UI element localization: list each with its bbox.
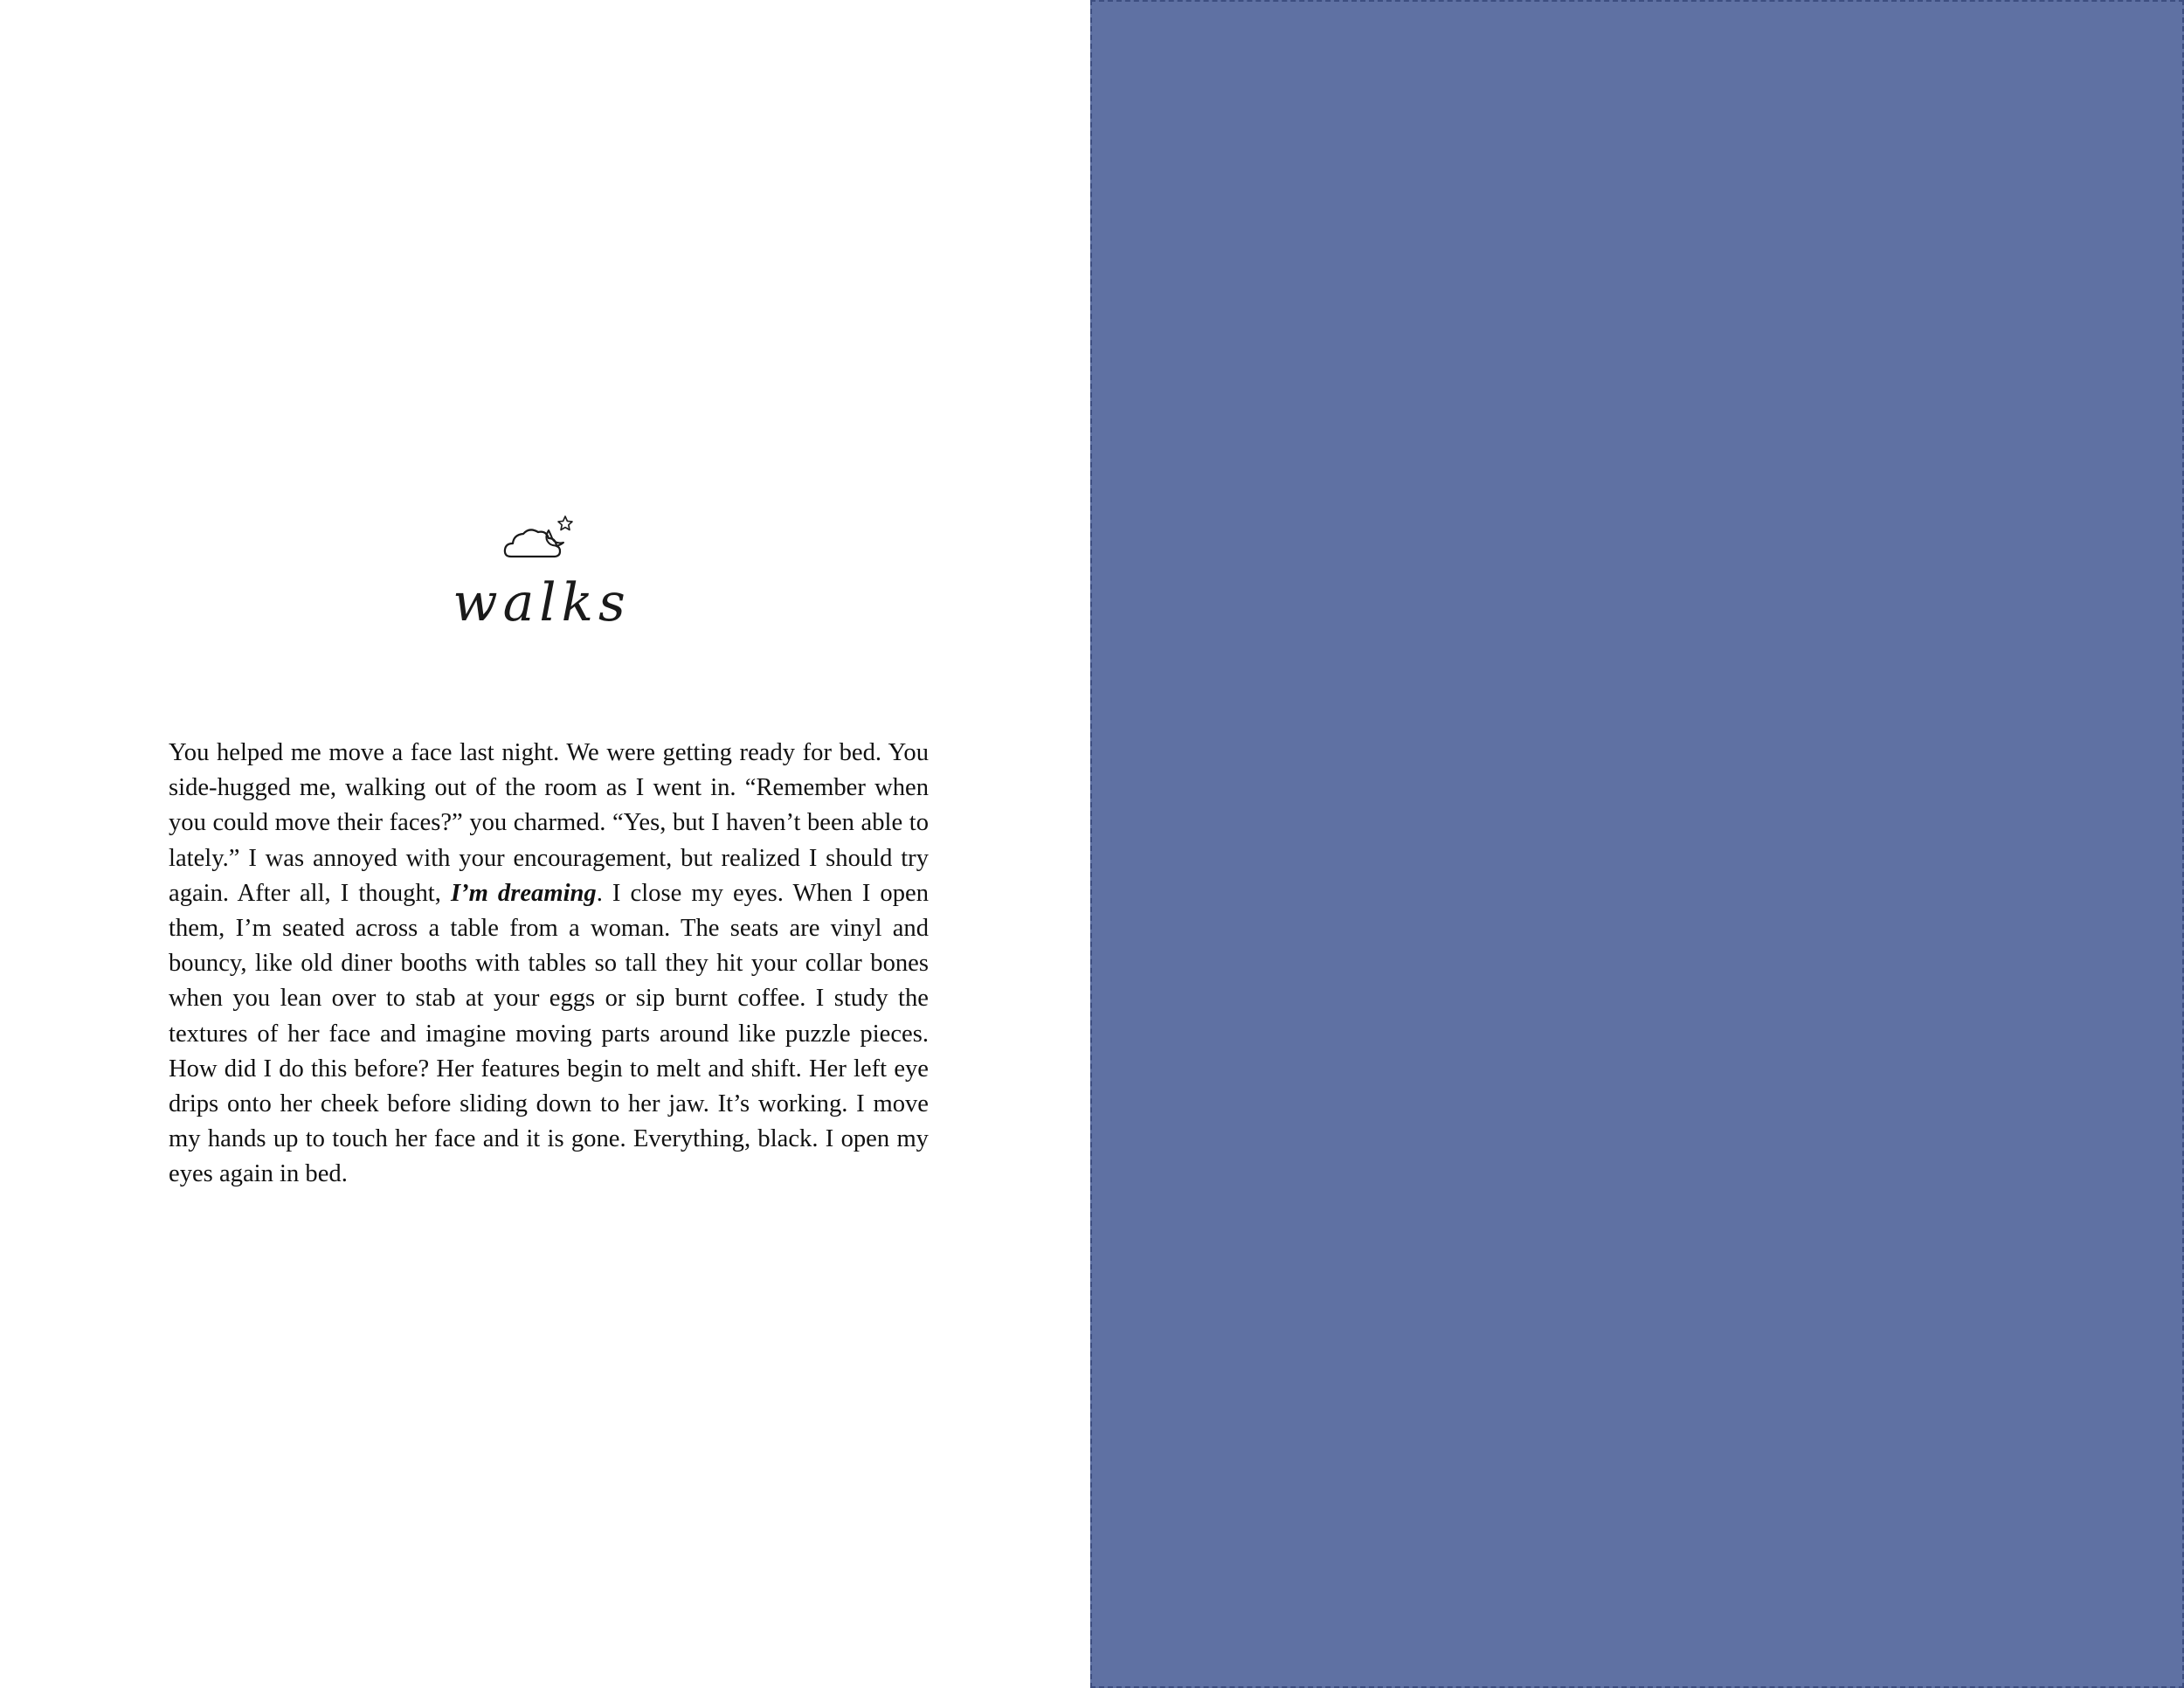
body-line: You helped me move a face last night. We were getting ready for bed. <box>169 739 882 766</box>
body-line: I should try again. After all, I thought, <box>169 844 930 907</box>
body-line-tail: . I close my eyes. <box>596 879 784 907</box>
body-line: You side-hugged me, walking out of the room as I went in. “Remember <box>169 739 929 802</box>
body-line: When I open them, I’m seated across a table from a woman. The seats <box>169 879 929 943</box>
body-line: been able to lately.” I was annoyed with your encouragement, but realized <box>169 809 929 872</box>
cloud-moon-star-icon <box>502 511 581 565</box>
body-line: are vinyl and bouncy, like old diner booths with tables so tall they hit <box>169 915 929 978</box>
frost-photo-placeholder <box>1090 0 2184 1688</box>
body-paragraph <box>169 736 929 1193</box>
body-line: coffee. I study the textures of her face and imagine moving parts around <box>169 985 929 1048</box>
body-line: Everything, black. I open my eyes again in bed. <box>169 1125 929 1188</box>
body-line: jaw. It’s working. I move my hands up to touch her face and it is gone. <box>169 1090 929 1153</box>
body-line: your collar bones when you lean over to stab at your eggs or sip burnt <box>169 950 929 1013</box>
body-line: like puzzle pieces. How did I do this before? Her features begin to melt <box>169 1020 929 1083</box>
emphasis-text: I’m dreaming <box>450 879 597 907</box>
body-line: and shift. Her left eye drips onto her cheek before sliding down to her <box>169 1055 930 1118</box>
section-title: walks <box>453 572 631 633</box>
body-line: when you could move their faces?” you charmed. “Yes, but I haven’t <box>169 774 929 837</box>
left-page <box>0 0 1090 1688</box>
